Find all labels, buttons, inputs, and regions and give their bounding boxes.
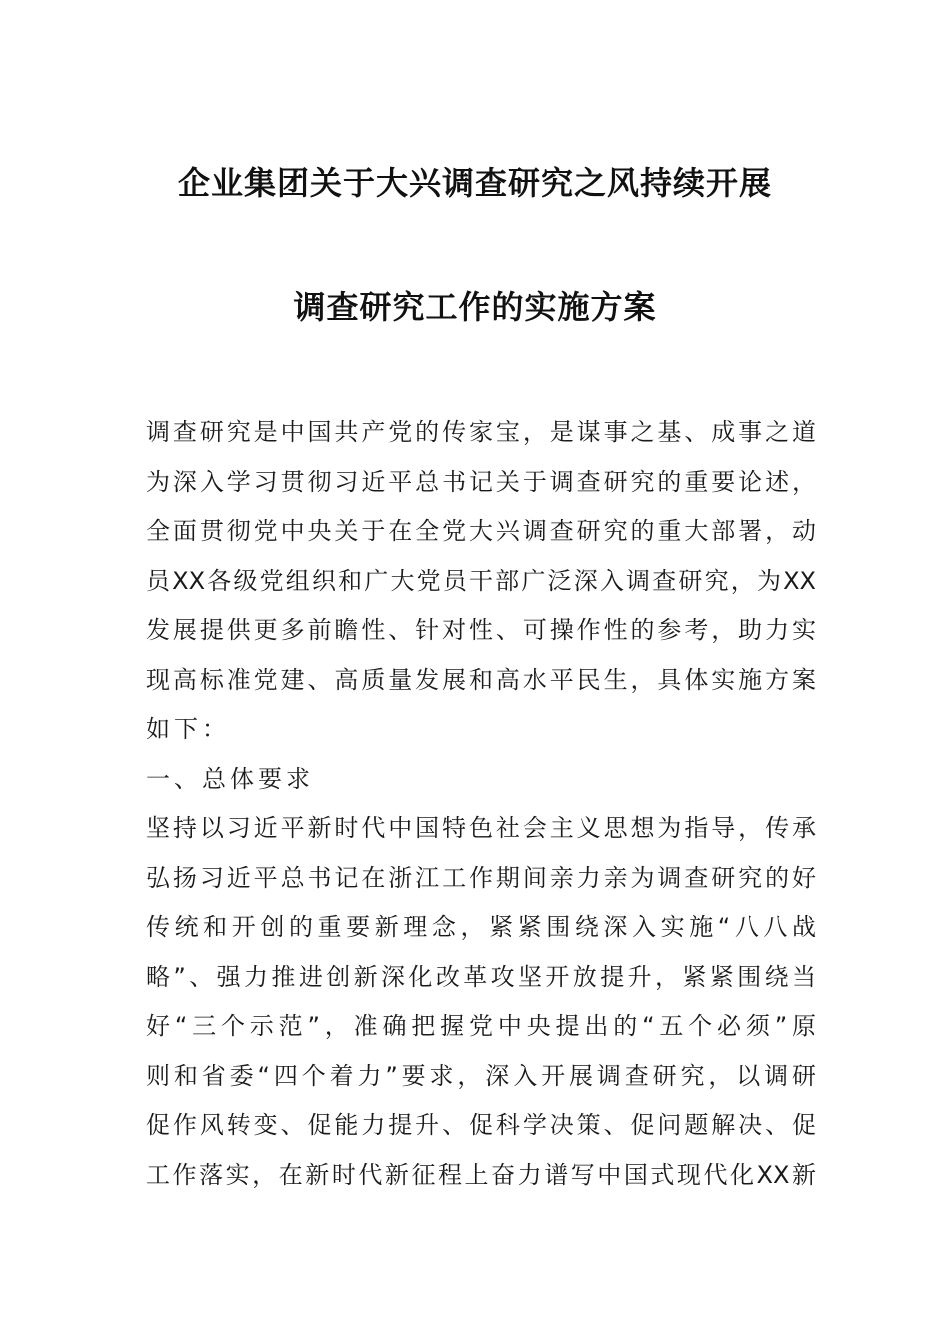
body-line: 全面贯彻党中央关于在全党大兴调查研究的重大部署，动: [146, 517, 816, 545]
body-line: 促作风转变、促能力提升、促科学决策、促问题解决、促: [146, 1111, 816, 1139]
body-line: 如下：: [146, 715, 230, 743]
document-title-line-1: 企业集团关于大兴调查研究之风持续开展: [177, 164, 772, 202]
body-line: 略”、强力推进创新深化改革攻坚开放提升，紧紧围绕当: [146, 962, 816, 991]
body-line: 工作落实，在新时代新征程上奋力谱写中国式现代化XX新: [146, 1160, 816, 1189]
body-line: 现高标准党建、高质量发展和高水平民生，具体实施方案: [146, 665, 816, 694]
body-line: 则和省委“四个着力”要求，深入开展调查研究，以调研: [146, 1061, 816, 1090]
body-line: 好“三个示范”，准确把握党中央提出的“五个必须”原: [146, 1012, 816, 1040]
body-line: 坚持以习近平新时代中国特色社会主义思想为指导，传承: [146, 814, 816, 842]
document-title-line-2: 调查研究工作的实施方案: [293, 288, 657, 326]
section-heading: 一、总体要求: [146, 764, 314, 793]
body-line: 弘扬习近平总书记在浙江工作期间亲力亲为调查研究的好: [146, 863, 816, 892]
body-line: 调查研究是中国共产党的传家宝，是谋事之基、成事之道: [146, 418, 816, 446]
body-line: 为深入学习贯彻习近平总书记关于调查研究的重要论述，: [146, 467, 816, 496]
body-line: 发展提供更多前瞻性、针对性、可操作性的参考，助力实: [146, 616, 816, 644]
body-line: 传统和开创的重要新理念，紧紧围绕深入实施“八八战: [146, 913, 816, 941]
body-line: 员XX各级党组织和广大党员干部广泛深入调查研究，为XX: [146, 566, 816, 595]
document-body: [146, 408, 816, 1200]
